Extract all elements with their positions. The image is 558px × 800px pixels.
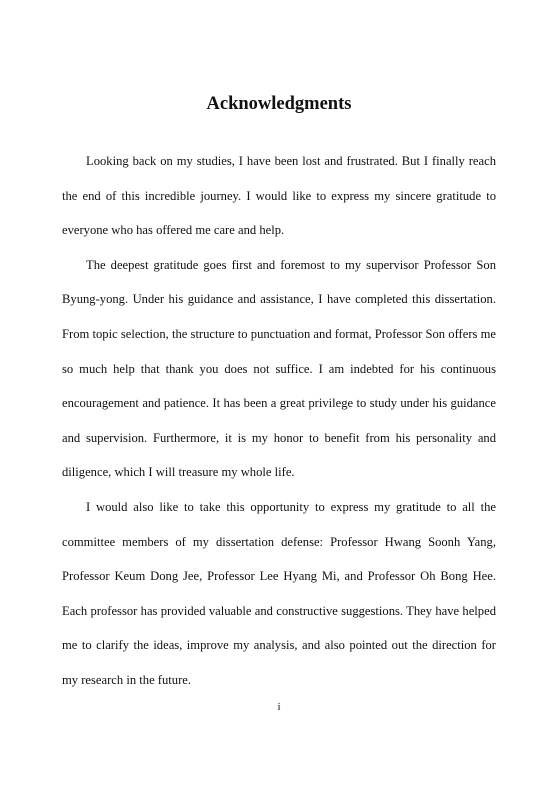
body-text	[62, 144, 496, 698]
paragraph-1: Looking back on my studies, I have been lost and frustrated. But I finally reach the end of this incredible journey. I would like to express my sincere gratitude to everyone who has offered me care and help.	[62, 154, 496, 238]
paragraph-2: The deepest gratitude goes first and foremost to my supervisor Professor Son Byung-yong. Under his guidance and assistance, I have completed this dissertation. From topic selection, the structure to punctuation and format, Professor Son offers me so much help that thank you does not suffice. I am indebted for his continuous encouragement and patience. It has been a great privilege to study under his guidance and supervision. Furthermore, it is my honor to benefit from his personality and diligence, which I will treasure my whole life.	[62, 257, 496, 480]
page-title: Acknowledgments	[206, 94, 352, 114]
page-number: i	[277, 701, 281, 713]
paragraph-3: I would also like to take this opportunity to express my gratitude to all the committee members of my dissertation defense: Professor Hwang Soonh Yang, Professor Keum Dong Jee, Professor Lee Hyang Mi, and Professor Oh Bong Hee. Each professor has provided valuable and constructive suggestions. They have helped me to clarify the ideas, improve my analysis, and also pointed out the direction for my research in the future.	[62, 499, 496, 687]
